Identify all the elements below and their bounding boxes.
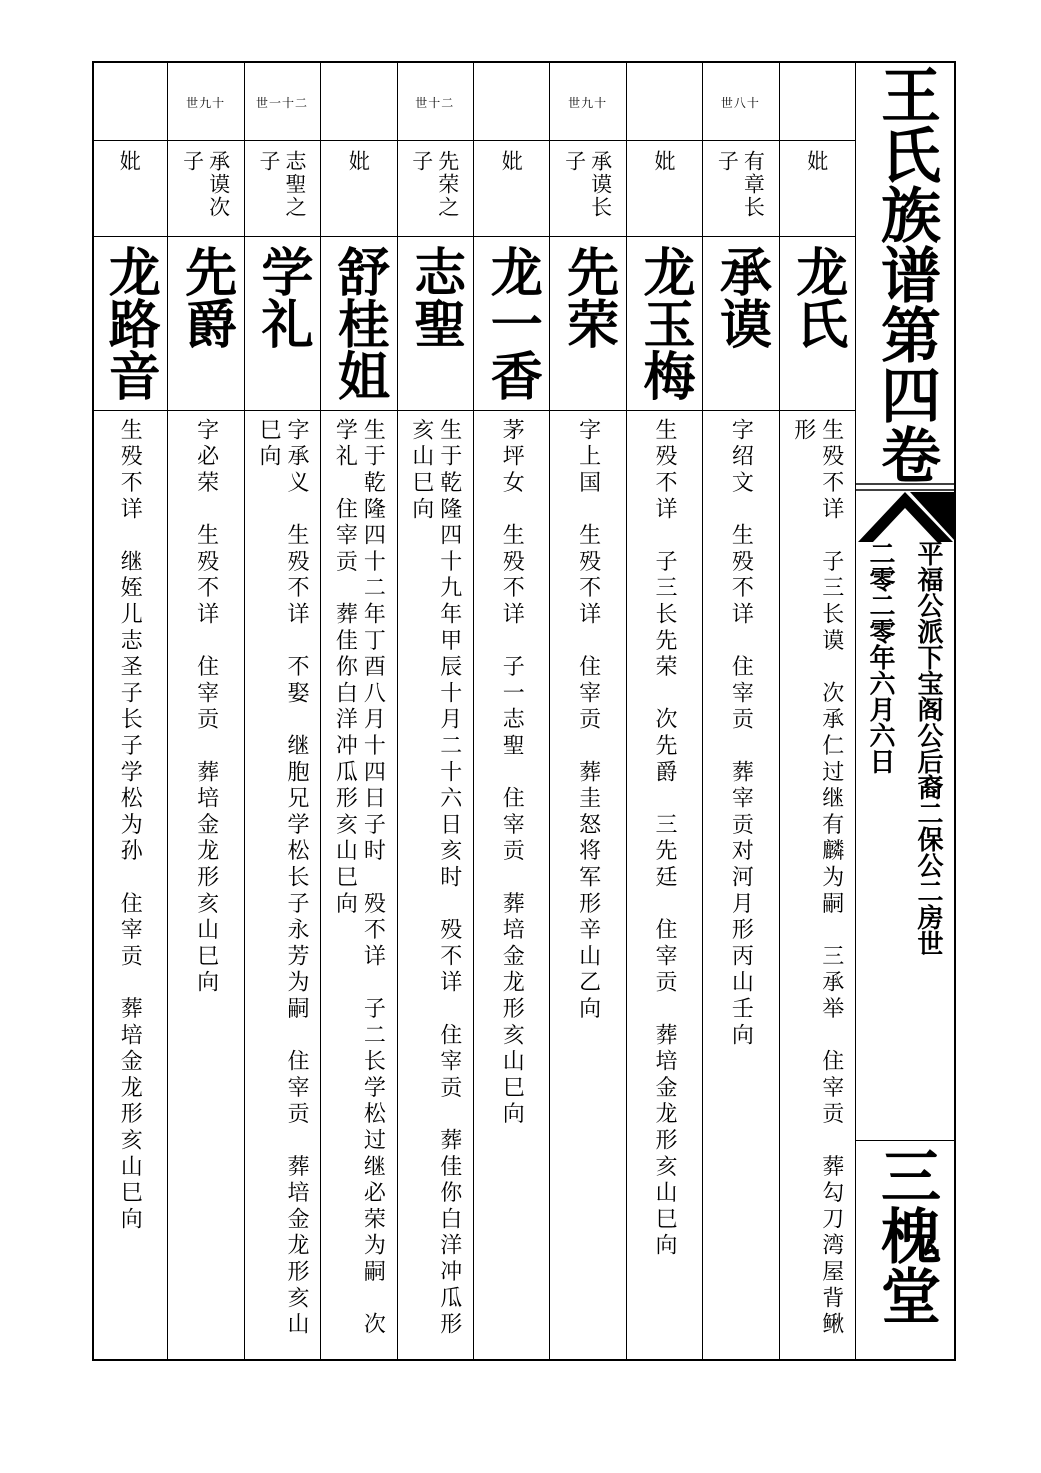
person-details: 茅坪女 生殁不详 子一志聖 住宰贡 葬培金龙形亥山巳向 (499, 418, 525, 1129)
person-name: 承谟 (710, 245, 772, 349)
person-name: 舒桂姐 (328, 245, 390, 401)
person-name: 龙一香 (481, 245, 543, 401)
relation-label: 志聖之子 (256, 150, 307, 219)
relation-label: 有章长子 (715, 150, 766, 219)
generation-label: 世八十 (720, 96, 760, 110)
relation-label: 承谟长子 (562, 150, 613, 219)
generation-label (320, 88, 396, 118)
generation-label (91, 88, 167, 118)
relation-label: 妣 (117, 150, 142, 173)
person-details: 生殁不详 继姪儿志圣子长子学松为孙 住宰贡 葬培金龙形亥山巳向 (117, 418, 143, 1234)
person-details: 字绍文 生殁不详 住宰贡 葬宰贡对河月形丙山壬向 (728, 418, 754, 1050)
generation-label (626, 88, 702, 118)
generation-label: 世九十 (186, 96, 226, 110)
relation-label: 承谟次子 (180, 150, 231, 219)
ribbon-ornament (855, 480, 956, 542)
relation-label: 妣 (499, 150, 524, 173)
person-details: 生于乾隆四十二年丁酉八月十四日子时 殁不详 子二长学松过继必荣为嗣 次学礼 住宰贡 葬佳你白洋冲瓜形亥山巳向 (332, 418, 386, 1339)
person-details: 生殁不详 子三长先荣 次先爵 三先廷 住宰贡 葬培金龙形亥山巳向 (651, 418, 677, 1260)
branch-line: 平福公派下宝阁公后裔二保公二房世 (913, 540, 943, 956)
person-details: 字必荣 生殁不详 住宰贡 葬培金龙形亥山巳向 (193, 418, 219, 997)
generation-label (473, 88, 549, 118)
person-name: 龙氏 (786, 245, 848, 349)
person-name: 学礼 (251, 245, 313, 349)
generation-label (779, 88, 855, 118)
relation-label: 妣 (346, 150, 371, 173)
relation-label: 妣 (651, 150, 676, 173)
generation-label: 世一十二 (255, 96, 308, 110)
date-line: 二零二零年六月六日 (865, 540, 895, 774)
relation-label: 先荣之子 (409, 150, 460, 219)
relation-label: 妣 (804, 150, 829, 173)
person-name: 先爵 (175, 245, 237, 349)
person-details: 生殁不详 子三长谟 次承仁过继有麟为嗣 三承举 住宰贡 葬勾刀湾屋背鳅形 (790, 418, 844, 1339)
genealogy-title: 王氏族谱第四卷 (871, 64, 941, 484)
divider-hall (855, 1140, 956, 1141)
generation-label: 世十二 (415, 96, 455, 110)
generation-label: 世九十 (568, 96, 608, 110)
person-name: 龙玉梅 (633, 245, 695, 401)
person-name: 龙路音 (99, 245, 161, 401)
person-details: 生于乾隆四十九年甲辰十月二十六日亥时 殁不详 住宰贡 葬佳你白洋冲瓜形亥山巳向 (408, 418, 462, 1339)
person-name: 志聖 (404, 245, 466, 349)
person-details: 字承义 生殁不详 不娶 继胞兄学松长子永芳为嗣 住宰贡 葬培金龙形亥山巳向 (255, 418, 309, 1339)
person-details: 字上国 生殁不详 住宰贡 葬圭怒将军形辛山乙向 (575, 418, 601, 1023)
hall-name: 三槐堂 (871, 1145, 941, 1325)
person-name: 先荣 (557, 245, 619, 349)
